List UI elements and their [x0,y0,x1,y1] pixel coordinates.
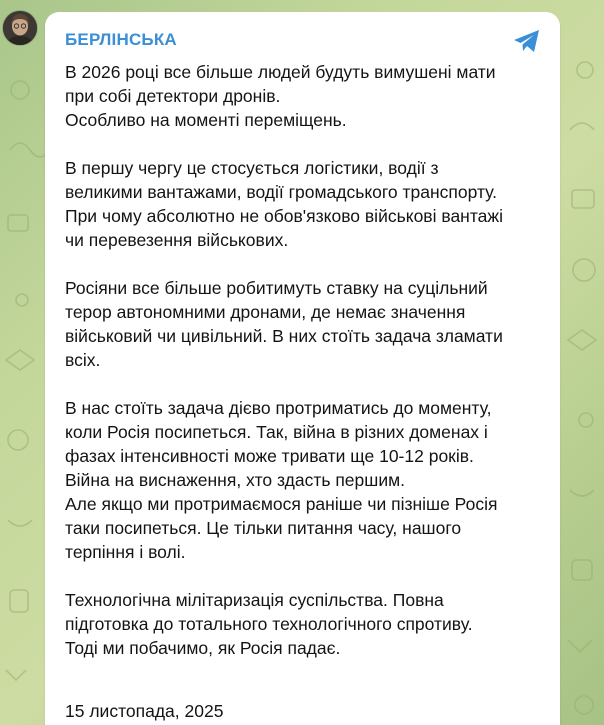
post-date: 15 листопада, 2025 [65,701,224,721]
text-line: терор автономними дронами, де немає значення [65,302,466,322]
text-line: Росіяни все більше робитимуть ставку на суцільний [65,278,488,298]
message-paragraph [65,156,545,252]
text-line: В 2026 році все більше людей будуть вимушені мати [65,62,496,82]
text-line: терпіння і волі. [65,542,186,562]
text-line: Особливо на моменті переміщень. [65,110,347,130]
channel-name[interactable]: БЕРЛІНСЬКА [65,30,177,49]
message-text [65,60,545,684]
text-line: таки посипеться. Це тільки питання часу, нашого [65,518,462,538]
text-line: Тоді ми побачимо, як Росія падає. [65,638,341,658]
text-line: коли Росія посипеться. Так, війна в різних доменах і [65,422,488,442]
message-paragraph [65,276,545,372]
message-paragraph [65,60,545,132]
message-paragraph [65,588,545,660]
text-line: Але якщо ми протримаємося раніше чи пізніше Росія [65,494,498,514]
text-line: Війна на виснаження, хто здасть першим. [65,470,405,490]
text-line: чи перевезення військових. [65,230,289,250]
text-line: Технологічна мілітаризація суспільства. Повна [65,590,444,610]
text-line: підготовка до тотального технологічного спротиву. [65,614,473,634]
text-line: В першу чергу це стосується логістики, водії з [65,158,439,178]
text-line: При чому абсолютно не обов'язково військові вантажі [65,206,503,226]
telegram-paper-plane-icon[interactable] [512,28,542,54]
text-line: всіх. [65,350,101,370]
text-line: великими вантажами, водії громадського транспорту. [65,182,498,202]
avatar-photo [3,11,37,45]
channel-avatar[interactable] [3,11,37,45]
channel-post [45,12,560,725]
text-line: фазах інтенсивності може тривати ще 10-12 років. [65,446,474,466]
text-line: В нас стоїть задача дієво протриматись до моменту, [65,398,492,418]
text-line: при собі детектори дронів. [65,86,281,106]
text-line: військовий чи цивільний. В них стоїть задача зламати [65,326,503,346]
message-paragraph [65,396,545,564]
